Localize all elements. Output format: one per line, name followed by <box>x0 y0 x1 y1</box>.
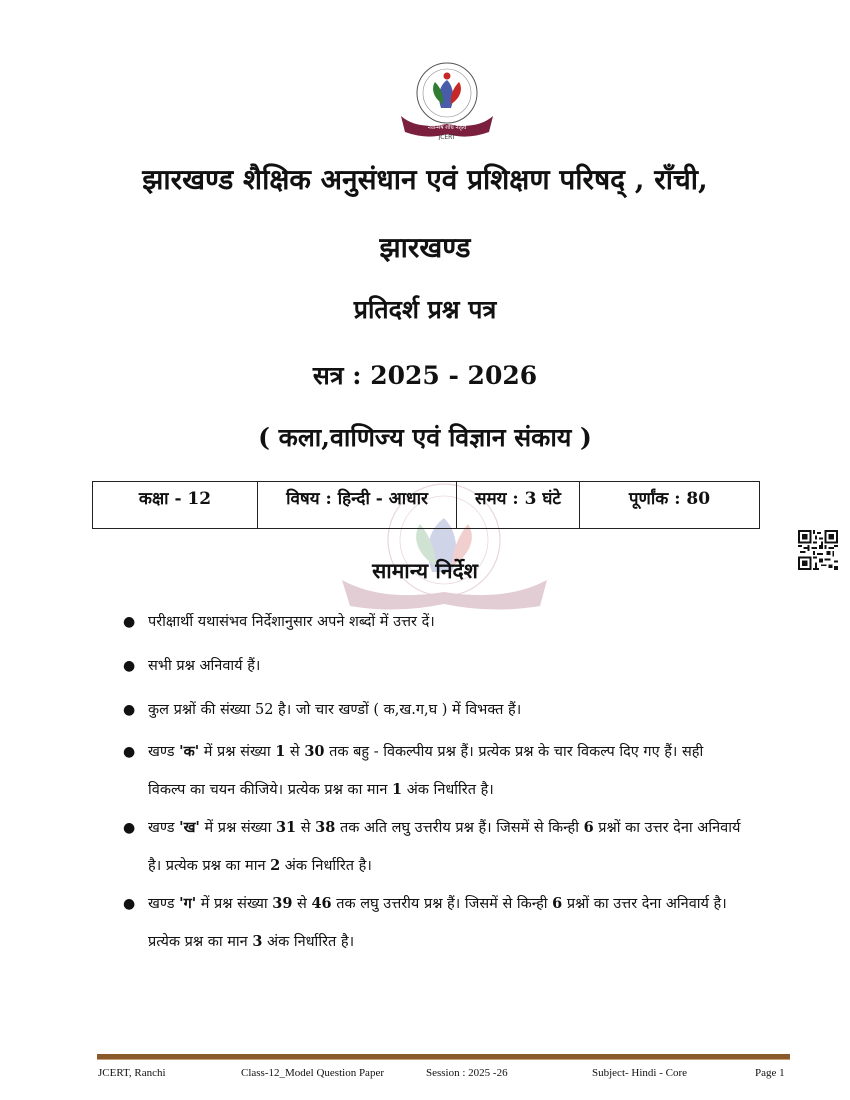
footer-subject: Subject- Hindi - Core <box>592 1067 688 1079</box>
org-name-line2: झारखण्ड <box>379 231 471 264</box>
instruction-item <box>123 647 793 685</box>
instruction-item <box>123 733 793 809</box>
bullet-icon: ● <box>123 658 136 674</box>
bullet-icon: ● <box>123 614 136 630</box>
instruction-list <box>123 603 793 961</box>
footer-org: JCERT, Ranchi <box>98 1067 166 1079</box>
subject-cell: विषय : हिन्दी - आधार <box>258 482 457 529</box>
class-cell: कक्षा - 12 <box>93 482 258 529</box>
jcert-logo <box>397 58 497 140</box>
general-instructions-title: सामान्य निर्देश <box>372 558 478 583</box>
instruction-text: कुल प्रश्नों की संख्या 52 है। जो चार खण्डों ( क,ख.ग,घ ) में विभक्त हैं। <box>148 702 522 718</box>
instruction-text: खण्ड 'ग' में प्रश्न संख्या 39 से 46 तक लघु उत्तरीय प्रश्न हैं। जिसमें से किन्ही 6 प्रश्नों का उत्तर देना अनिवार्य है। प्रत्येक प्रश्न का मान 3 अंक निर्धारित है। <box>148 895 727 950</box>
instruction-text: खण्ड 'क' में प्रश्न संख्या 1 से 30 तक बहु - विकल्पीय प्रश्न हैं। प्रत्येक प्रश्न के चार विकल्प दिए गए हैं। सही विकल्प का चयन कीजिये। प्रत्येक प्रश्न का मान 1 अंक निर्धारित है। <box>148 743 704 798</box>
instruction-item <box>123 603 793 641</box>
instruction-item <box>123 885 793 961</box>
instruction-text: सभी प्रश्न अनिवार्य हैं। <box>148 658 261 674</box>
bullet-icon: ● <box>123 702 136 718</box>
marks-cell: पूर्णांक : 80 <box>580 482 760 529</box>
instruction-item <box>123 691 793 729</box>
footer-session: Session : 2025 -26 <box>426 1067 508 1079</box>
time-cell: समय : 3 घंटे <box>457 482 580 529</box>
bullet-icon: ● <box>123 820 136 836</box>
bullet-icon: ● <box>123 896 136 912</box>
footer-page: Page 1 <box>755 1067 785 1079</box>
instruction-item <box>123 809 793 885</box>
logo-caption: JCERT <box>438 134 456 140</box>
instruction-text: परीक्षार्थी यथासंभव निर्देशानुसार अपने शब्दों में उत्तर दें। <box>148 614 435 630</box>
paper-type: प्रतिदर्श प्रश्न पत्र <box>353 295 497 324</box>
footer-rule <box>97 1054 790 1060</box>
footer-paper: Class-12_Model Question Paper <box>241 1067 384 1079</box>
bullet-icon: ● <box>123 744 136 760</box>
faculty: ( कला,वाणिज्य एवं विज्ञान संकाय ) <box>258 423 592 452</box>
instruction-text: खण्ड 'ख' में प्रश्न संख्या 31 से 38 तक अति लघु उत्तरीय प्रश्न हैं। जिसमें से किन्ही 6 प्रश्नों का उत्तर देना अनिवार्य है। प्रत्येक प्रश्न का मान 2 अंक निर्धारित है। <box>148 819 741 874</box>
session: सत्र : 2025 - 2026 <box>312 361 538 390</box>
org-name-line1: झारखण्ड शैक्षिक अनुसंधान एवं प्रशिक्षण परिषद् , राँची, <box>142 163 708 196</box>
exam-info-table <box>92 481 760 529</box>
logo-banner-text: नवोन्मेष शोध नेतृत्व <box>427 125 467 131</box>
